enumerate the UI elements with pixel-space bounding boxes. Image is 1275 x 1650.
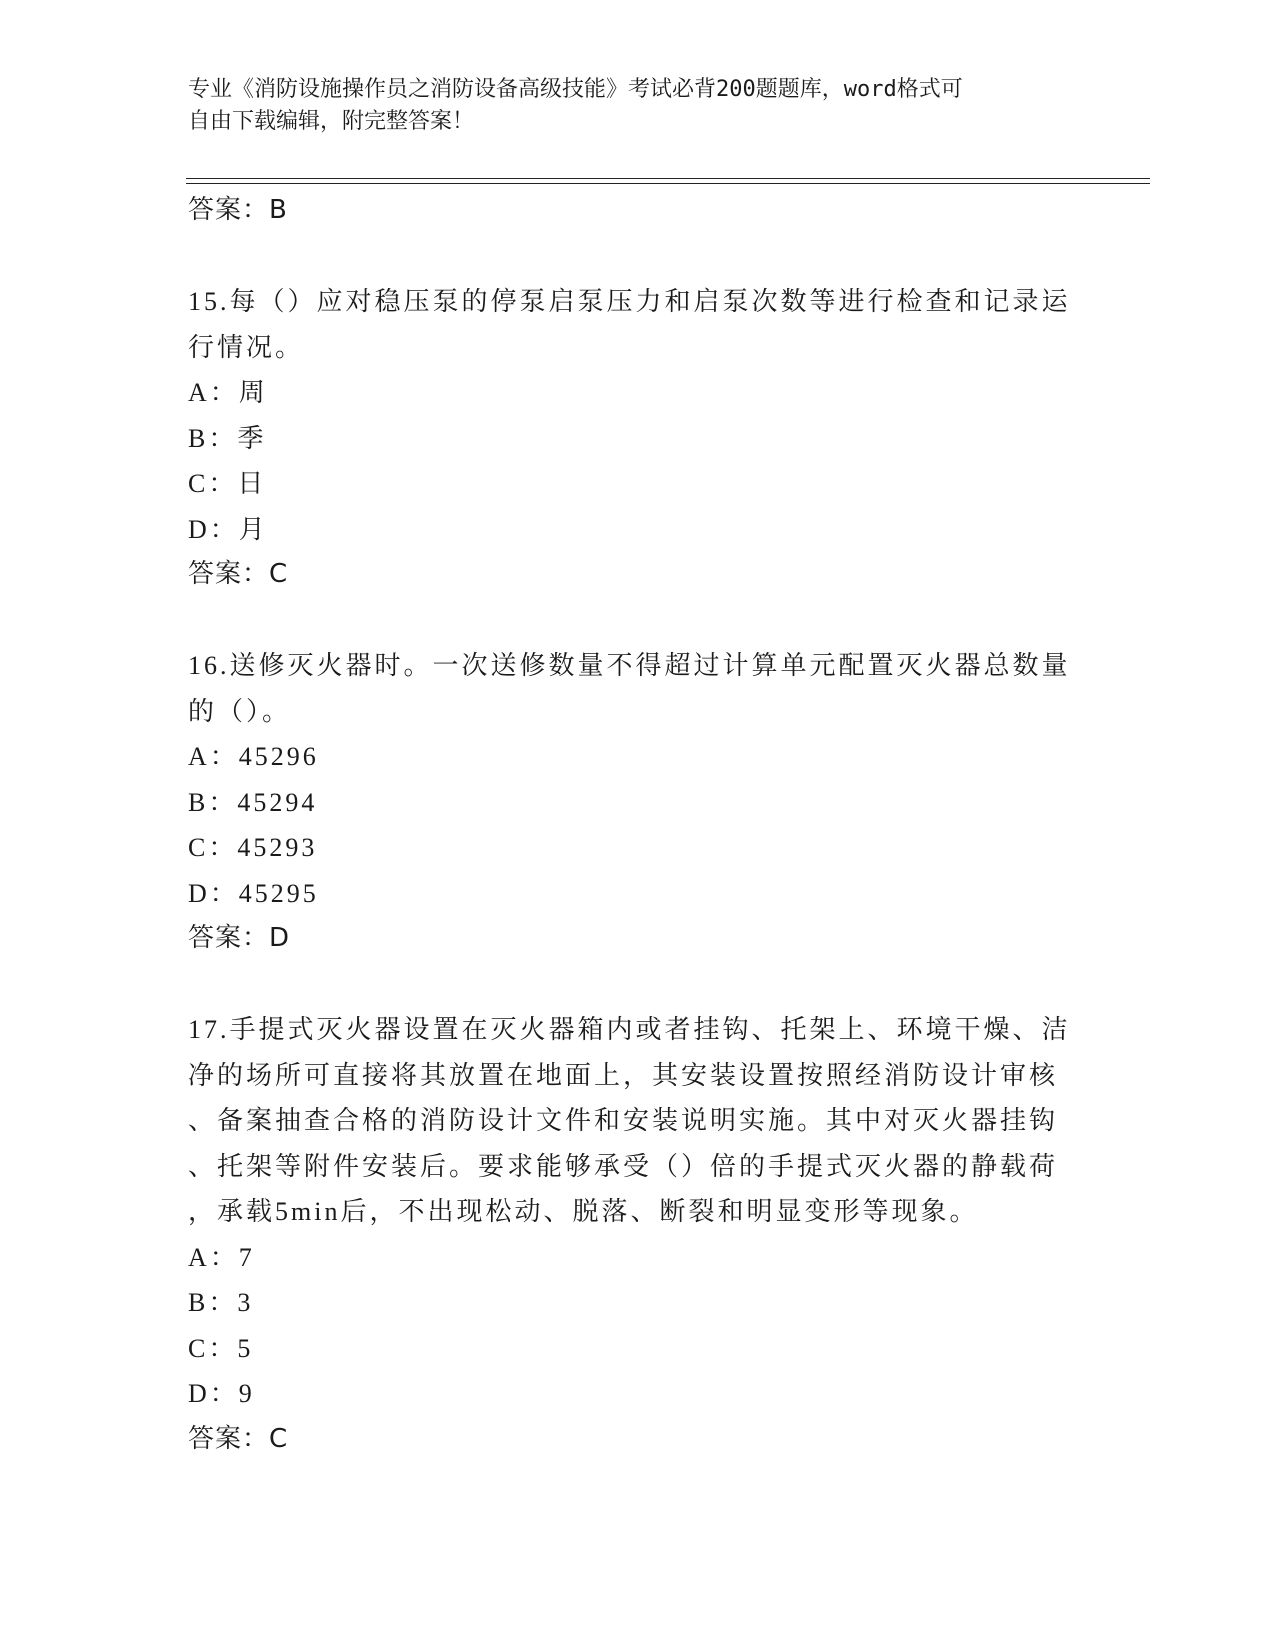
question-15 <box>188 279 1088 598</box>
question-text-line: 行情况。 <box>188 332 305 362</box>
spacer <box>188 234 1088 280</box>
question-17 <box>188 1007 1088 1462</box>
question-text-line: 的（）。 <box>188 696 292 726</box>
question-text-line: 15.每（）应对稳压泵的停泵启泵压力和启泵次数等进行检查和记录运 <box>188 287 1071 316</box>
option-a: A：周 <box>188 378 268 407</box>
spacer <box>188 598 1088 644</box>
answer: 答案：C <box>188 559 289 589</box>
option-b: B：45294 <box>188 787 318 817</box>
option-c: C：日 <box>188 469 267 498</box>
option-c: C：45293 <box>188 833 318 862</box>
question-list <box>188 188 1088 1462</box>
question-text-line: 17.手提式灭火器设置在灭火器箱内或者挂钩、托架上、环境干燥、洁 <box>188 1015 1071 1044</box>
option-d: D：9 <box>188 1379 255 1408</box>
question-text-line: 净的场所可直接将其放置在地面上，其安装设置按照经消防设计审核 <box>188 1060 1059 1090</box>
answer: 答案：D <box>188 923 291 953</box>
option-d: D：月 <box>188 514 268 544</box>
question-text-line: ，承载5min后，不出现松动、脱落、断裂和明显变形等现象。 <box>188 1197 979 1226</box>
option-b: B：3 <box>188 1288 254 1317</box>
option-c: C：5 <box>188 1333 254 1363</box>
question-text-line: 16.送修灭火器时。一次送修数量不得超过计算单元配置灭火器总数量 <box>188 651 1071 680</box>
header-rule-top <box>186 178 1150 179</box>
option-d: D：45295 <box>188 878 319 908</box>
header-line-1: 专业《消防设施操作员之消防设备高级技能》考试必背200题题库，word格式可 <box>188 77 963 102</box>
header-line-2: 自由下载编辑，附完整答案！ <box>188 109 475 134</box>
option-a: A：7 <box>188 1242 255 1272</box>
document-header <box>188 74 1068 138</box>
question-text-line: 、备案抽查合格的消防设计文件和安装说明实施。其中对灭火器挂钩 <box>188 1106 1059 1135</box>
option-b: B：季 <box>188 423 267 453</box>
question-16 <box>188 643 1088 962</box>
header-rule-bottom <box>186 183 1150 184</box>
question-text-line: 、托架等附件安装后。要求能够承受（）倍的手提式灭火器的静载荷 <box>188 1151 1059 1181</box>
spacer <box>188 962 1088 1008</box>
option-a: A：45296 <box>188 742 319 771</box>
previous-answer: 答案：B <box>188 195 288 225</box>
answer: 答案：C <box>188 1423 289 1454</box>
